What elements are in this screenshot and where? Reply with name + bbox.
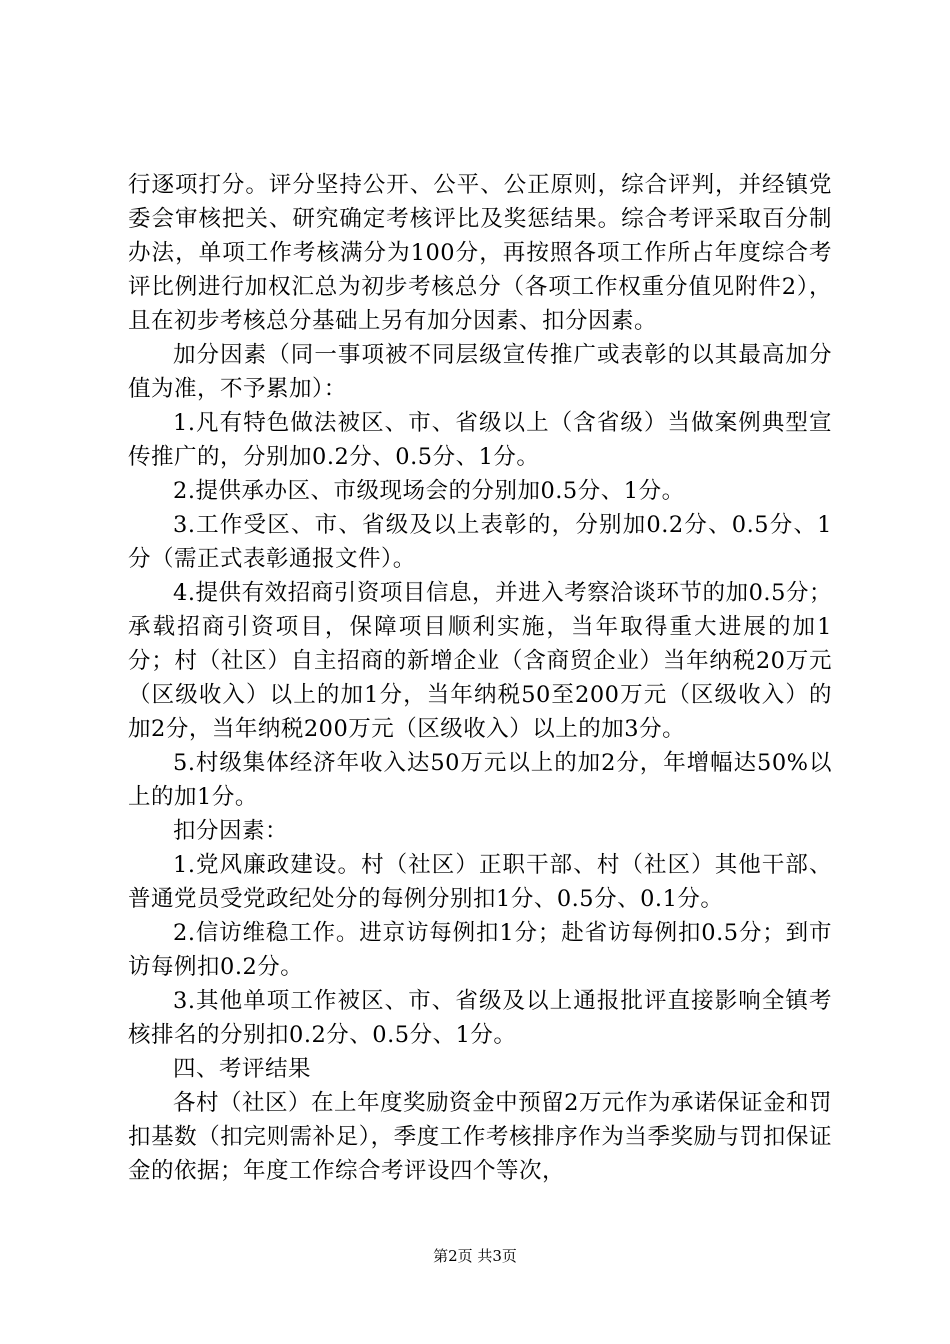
paragraph-2: 加分因素（同一事项被不同层级宣传推广或表彰的以其最高加分值为准，不予累加）：	[128, 342, 832, 402]
paragraph-6: 4.提供有效招商引资项目信息，并进入考察洽谈环节的加0.5分；承载招商引资项目，保障项目顺利实施，当年取得重大进展的加1分；村（社区）自主招商的新增企业（含商贸企业）当年纳税20万元（区级收入）以上的加1分，当年纳税50至200万元（区级收入）的加2分，当年纳税200万元（区级收入）以上的加3分。	[128, 580, 832, 742]
paragraph-9: 1.党风廉政建设。村（社区）正职干部、村（社区）其他干部、普通党员受党政纪处分的每例分别扣1分、0.5分、0.1分。	[128, 852, 832, 912]
paragraph-5: 3.工作受区、市、省级及以上表彰的，分别加0.2分、0.5分、1分（需正式表彰通报文件）。	[128, 512, 832, 572]
paragraph-11: 3.其他单项工作被区、市、省级及以上通报批评直接影响全镇考核排名的分别扣0.2分、0.5分、1分。	[128, 988, 832, 1048]
paragraph-13: 各村（社区）在上年度奖励资金中预留2万元作为承诺保证金和罚扣基数（扣完则需补足），季度工作考核排序作为当季奖励与罚扣保证金的依据；年度工作综合考评设四个等次，	[128, 1090, 832, 1184]
paragraph-10: 2.信访维稳工作。进京访每例扣1分；赴省访每例扣0.5分；到市访每例扣0.2分。	[128, 920, 832, 980]
paragraph-4: 2.提供承办区、市级现场会的分别加0.5分、1分。	[173, 478, 685, 504]
paragraph-1: 行逐项打分。评分坚持公开、公平、公正原则，综合评判，并经镇党委会审核把关、研究确定考核评比及奖惩结果。综合考评采取百分制办法，单项工作考核满分为100分，再按照各项工作所占年度综合考评比例进行加权汇总为初步考核总分（各项工作权重分值见附件2），且在初步考核总分基础上另有加分因素、扣分因素。	[128, 172, 832, 334]
paragraph-7: 5.村级集体经济年收入达50万元以上的加2分，年增幅达50%以上的加1分。	[128, 750, 832, 810]
paragraph-8: 扣分因素：	[173, 818, 289, 844]
paragraph-3: 1.凡有特色做法被区、市、省级以上（含省级）当做案例典型宣传推广的，分别加0.2分、0.5分、1分。	[128, 410, 832, 470]
section-heading: 四、考评结果	[173, 1056, 312, 1082]
page-footer: 第2页 共3页	[433, 1247, 517, 1265]
document-body	[128, 168, 832, 1188]
